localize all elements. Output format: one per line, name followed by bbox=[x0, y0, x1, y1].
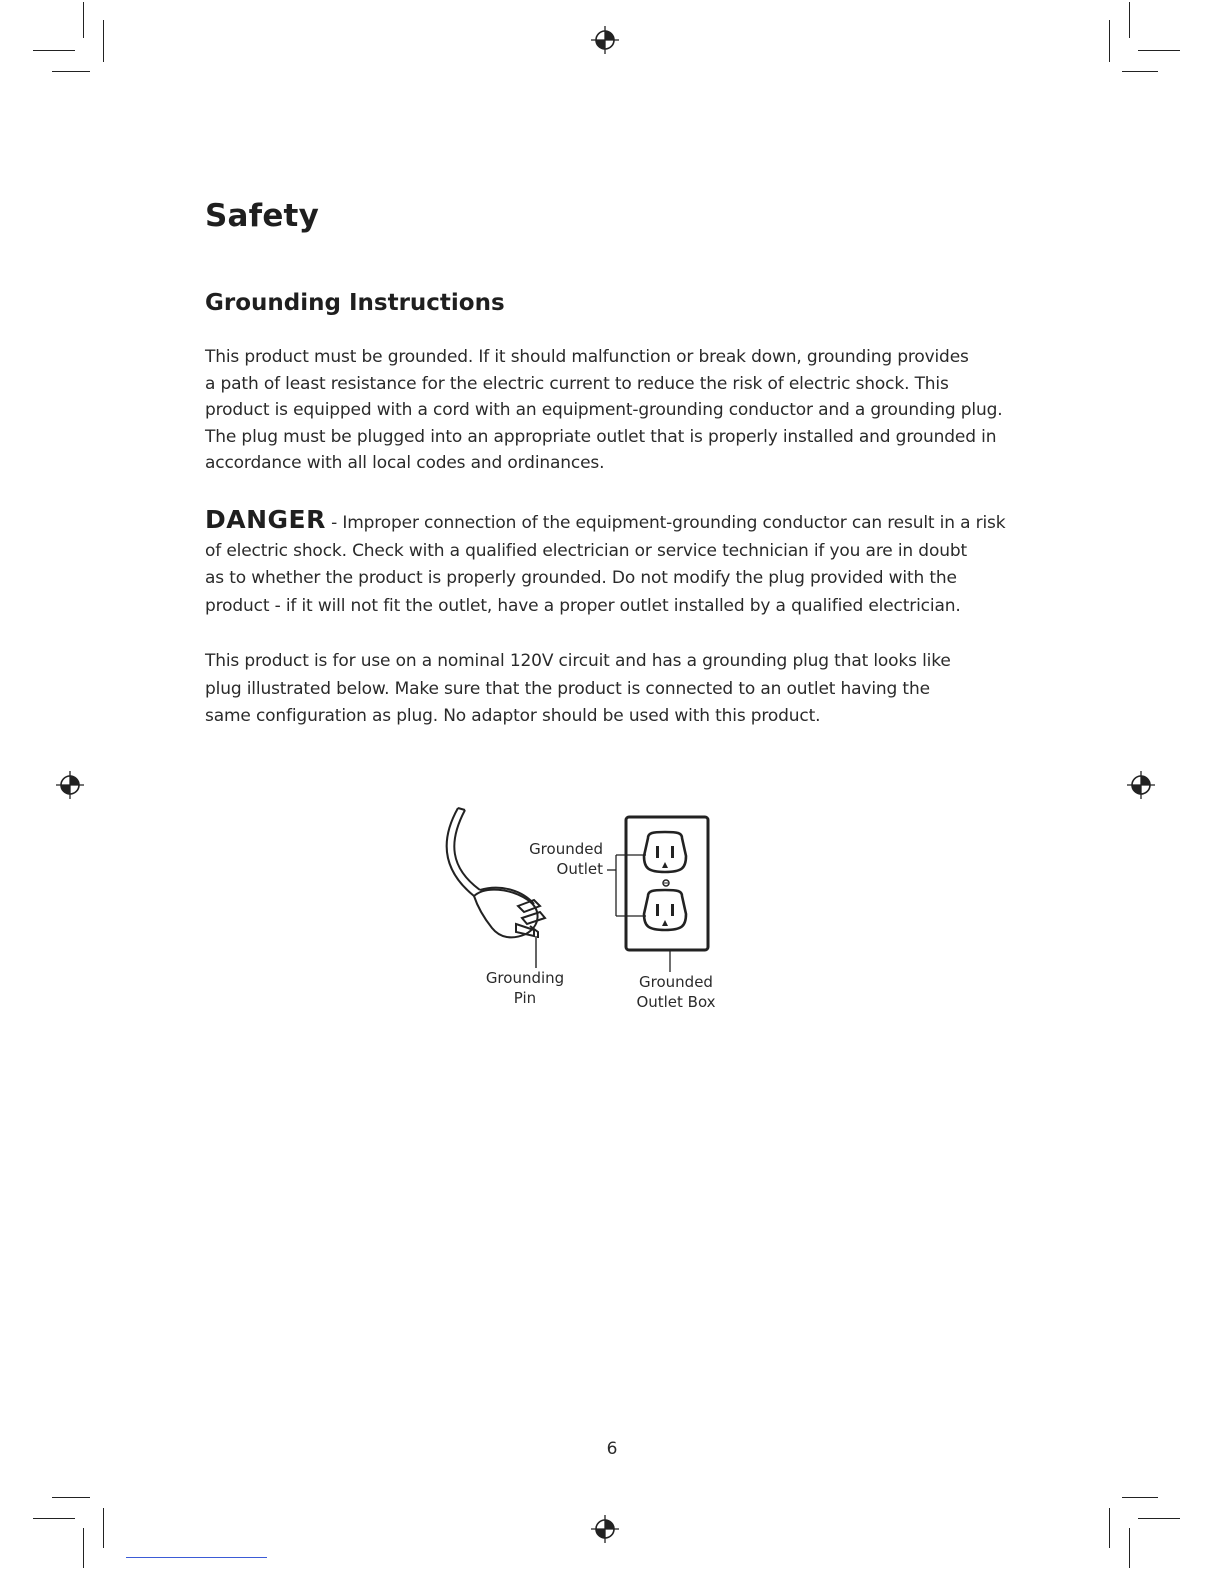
circuit-paragraph bbox=[205, 648, 1025, 731]
text-line: same configuration as plug. No adaptor should be used with this product. bbox=[205, 706, 821, 727]
label-line: Grounded bbox=[639, 973, 713, 991]
grounded-outlet-label bbox=[525, 839, 603, 879]
page-number: 6 bbox=[606, 1439, 618, 1459]
crop-mark bbox=[33, 1518, 75, 1519]
grounding-pin-label bbox=[480, 968, 570, 1008]
print-slug-line bbox=[126, 1557, 267, 1558]
outlet-box-label bbox=[626, 972, 726, 1012]
text-line: This product is for use on a nominal 120V circuit and has a grounding plug that looks like bbox=[205, 651, 951, 671]
label-line: Pin bbox=[513, 989, 537, 1007]
crop-mark bbox=[1129, 1528, 1130, 1568]
text-line: as to whether the product is properly grounded. Do not modify the plug provided with the bbox=[205, 568, 957, 589]
crop-mark bbox=[1138, 50, 1180, 51]
crop-mark bbox=[83, 2, 84, 38]
danger-dash: - bbox=[325, 513, 343, 533]
crop-mark bbox=[1109, 20, 1110, 62]
label-line: Grounding bbox=[485, 969, 565, 987]
label-line: Outlet bbox=[556, 860, 603, 878]
plug-outlet-figure bbox=[430, 800, 750, 1030]
crop-mark bbox=[52, 1497, 90, 1498]
text-line: This product must be grounded. If it should malfunction or break down, grounding provides bbox=[205, 347, 969, 367]
text-line: product is equipped with a cord with an equipment-grounding conductor and a grounding plug. bbox=[205, 400, 1003, 420]
crop-mark bbox=[1122, 71, 1158, 72]
crop-mark bbox=[103, 20, 104, 62]
crop-mark bbox=[1109, 1508, 1110, 1548]
crop-mark bbox=[33, 50, 75, 51]
danger-text: Improper connection of the equipment-grounding conductor can result in a risk bbox=[342, 513, 1006, 533]
grounding-paragraph bbox=[205, 344, 1025, 477]
text-line: The plug must be plugged into an appropriate outlet that is properly installed and grounded in bbox=[205, 426, 997, 447]
danger-label: DANGER bbox=[205, 505, 326, 534]
text-line: product - if it will not fit the outlet, have a proper outlet installed by a qualified electrician. bbox=[205, 596, 961, 617]
registration-mark-icon bbox=[1127, 771, 1155, 799]
text-line: of electric shock. Check with a qualified electrician or service technician if you are in doubt bbox=[205, 540, 967, 561]
text-line: plug illustrated below. Make sure that the product is connected to an outlet having the bbox=[205, 678, 930, 699]
label-line: Grounded bbox=[529, 840, 603, 858]
text-line: a path of least resistance for the electric current to reduce the risk of electric shock. This bbox=[205, 373, 949, 394]
registration-mark-icon bbox=[56, 771, 84, 799]
crop-mark bbox=[103, 1508, 104, 1548]
page-title: Safety bbox=[205, 198, 319, 234]
text-line bbox=[205, 506, 1025, 538]
registration-mark-icon bbox=[591, 26, 619, 54]
crop-mark bbox=[1138, 1518, 1180, 1519]
crop-mark bbox=[52, 71, 90, 72]
text-line: accordance with all local codes and ordinances. bbox=[205, 453, 605, 473]
crop-mark bbox=[1122, 1497, 1158, 1498]
crop-mark bbox=[83, 1528, 84, 1568]
section-heading: Grounding Instructions bbox=[205, 290, 505, 316]
crop-mark bbox=[1129, 2, 1130, 38]
label-line: Outlet Box bbox=[636, 993, 716, 1011]
outlet-box-icon bbox=[626, 817, 708, 950]
registration-mark-icon bbox=[591, 1515, 619, 1543]
danger-paragraph bbox=[205, 506, 1025, 621]
